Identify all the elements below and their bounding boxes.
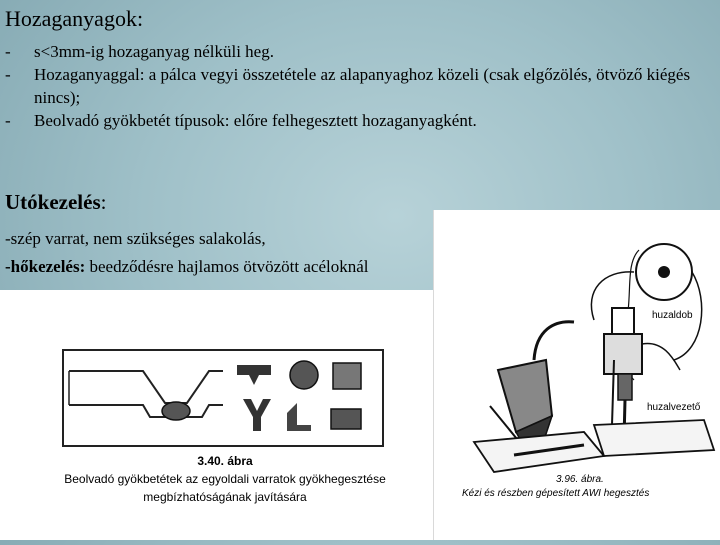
bullet-dash: - bbox=[5, 42, 11, 61]
section-title-bold: Utókezelés bbox=[5, 190, 101, 214]
figure-root-inserts bbox=[47, 333, 392, 523]
bullet-dash: - bbox=[5, 111, 11, 130]
bullet-item bbox=[5, 40, 715, 63]
post-line-2 bbox=[5, 253, 369, 281]
figure-left-caption-1: Beolvadó gyökbetétek az egyoldali varratok gyökhegesztése bbox=[64, 472, 386, 486]
figure-right-caption: Kézi és részben gépesített AWI hegesztés bbox=[462, 488, 650, 499]
figure-left-caption-2: megbízhatóságának javítására bbox=[143, 490, 307, 504]
figure-right-number: 3.96. ábra. bbox=[556, 474, 604, 485]
label-wire-guide: huzalvezető bbox=[647, 402, 701, 413]
figure-left-number: 3.40. ábra bbox=[197, 454, 253, 468]
post-line-2-bold: -hőkezelés: bbox=[5, 257, 86, 276]
bullet-text: Beolvadó gyökbetét típusok: előre felhegesztett hozaganyagként. bbox=[34, 111, 477, 130]
bullet-item bbox=[5, 63, 715, 109]
section-title-colon: : bbox=[100, 190, 107, 214]
post-line-2-text: beedződésre hajlamos ötvözött acéloknál bbox=[85, 257, 369, 276]
bullet-dash: - bbox=[5, 65, 11, 84]
section-lines bbox=[5, 225, 369, 281]
root-insert-drawing bbox=[47, 333, 392, 523]
bullet-text: Hozaganyaggal: a pálca vegyi összetétele az alapanyaghoz közeli (csak elgőzölés, ötvöző kiégés nincs); bbox=[34, 65, 691, 107]
figure-awi-welding bbox=[433, 210, 720, 540]
awi-welding-drawing bbox=[434, 210, 720, 540]
bullet-text: s<3mm-ig hozaganyag nélküli heg. bbox=[34, 42, 274, 61]
slide-title: Hozaganyagok: bbox=[5, 6, 144, 31]
section-title bbox=[5, 190, 106, 215]
bullet-item bbox=[5, 109, 715, 132]
post-line-1: -szép varrat, nem szükséges salakolás, bbox=[5, 229, 266, 248]
bullet-list bbox=[5, 40, 715, 132]
label-wire-feed: huzaldob bbox=[652, 310, 693, 321]
